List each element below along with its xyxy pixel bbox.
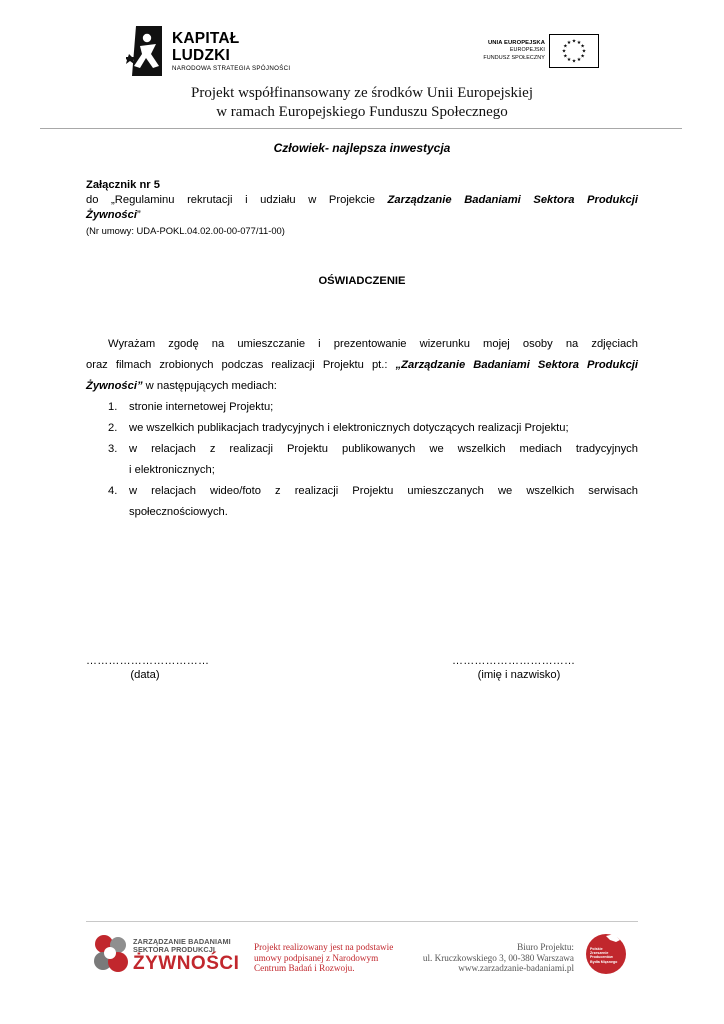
list-item-text: w relacjach z realizacji Projektu publikowanych we wszelkich mediach tradycyjnych [129,443,638,455]
psr-logo-line2: Zrzeszenie [590,951,609,956]
name-signature-line: …………………………… [452,655,576,667]
consent-paragraph-line2 [86,358,638,372]
footer-office-website: www.zarzadzanie-badaniami.pl [458,963,574,973]
footer-funding-line2: umowy podpisanej z Narodowym [254,952,379,963]
eu-star-icon: ★ [580,53,585,60]
header-divider [40,128,682,129]
psr-logo-line4: Bydła Mięsnego [590,959,618,964]
eu-star-icon: ★ [566,57,572,64]
list-item-number: 3. [108,443,118,455]
footer-funding-line1: Projekt realizowany jest na podstawie [254,942,394,952]
psr-logo-text [590,947,624,964]
annex-title: Załącznik nr 5 [86,179,160,191]
eu-star-icon: ★ [563,53,568,60]
project-title-end: Żywności” [86,380,143,392]
project-logo-line3: ŻYWNOŚCI [133,953,240,974]
funding-caption [0,84,724,122]
list-item-text: społecznościowych. [129,506,228,518]
consent-paragraph-line3 [86,379,638,393]
psr-logo-line3: Producentów [590,955,613,960]
funding-caption-line1: Projekt współfinansowany ze środków Unii Europejskiej [190,85,534,101]
consent-text: oraz filmach zrobionych podczas realizacji Projektu pt.: [86,359,388,371]
date-label: (data) [130,669,160,681]
eu-star-icon: ★ [576,57,582,64]
eu-logo [472,33,599,69]
project-name-end: Żywności [86,209,137,221]
kapital-ludzki-title: KAPITAŁ LUDZKI [172,29,240,64]
footer-funding-line3: Centrum Badań i Rozwoju. [254,963,355,973]
footer-office-address [423,942,574,974]
statement-title: OŚWIADCZENIE [318,275,406,287]
list-item-text: w relacjach wideo/foto z realizacji Projektu umieszczanych we wszelkich serwisach [129,485,638,497]
footer-divider [86,921,638,922]
consent-paragraph-line1: Wyrażam zgodę na umieszczanie i prezentowanie wizerunku mojej osoby na zdjęciach [108,338,638,350]
eu-star-icon: ★ [576,39,582,46]
list-item-number: 4. [108,485,118,497]
eu-logo-line3: FUNDUSZ SPOŁECZNY [483,54,545,61]
project-logo-emblem [90,931,132,977]
eu-logo-line1: UNIA EUROPEJSKA [487,39,545,46]
eu-star-icon: ★ [571,38,577,45]
media-intro: w następujących mediach: [142,380,277,392]
kapital-ludzki-logo [126,24,296,78]
eu-logo-line2: EUROPEJSKI [509,47,545,54]
psr-logo [584,932,628,976]
annex-reference-continued [86,208,141,222]
eu-star-icon: ★ [563,43,568,50]
annex-reference [86,193,638,207]
contract-number: (Nr umowy: UDA-POKL.04.02.00-00-077/11-00) [86,225,285,236]
eu-star-icon: ★ [561,48,567,55]
funding-caption-line2: w ramach Europejskiego Funduszu Społecznego [216,104,508,120]
footer-funding-note [254,942,393,974]
date-signature-line: …………………………… [86,655,210,667]
project-title: „Zarządzanie Badaniami Sektora Produkcji [395,359,639,371]
project-name: Zarządzanie Badaniami Sektora Produkcji [387,194,639,206]
project-logo-line1: ZARZĄDZANIE BADANIAMI [133,937,231,946]
eu-star-icon: ★ [571,58,577,65]
list-item-text: stronie internetowej Projektu; [129,401,274,413]
psr-logo-line1: Polskie [590,947,603,951]
eu-flag-icon [549,34,599,68]
list-item-number: 2. [108,422,118,434]
closing-quote: ” [136,209,141,221]
name-label: (imię i nazwisko) [477,669,561,681]
kapital-ludzki-emblem [126,24,164,78]
eu-star-icon: ★ [580,43,585,50]
list-item-number: 1. [108,401,118,413]
project-logo-line2: SEKTORA PRODUKCJI [133,945,215,954]
eu-star-icon: ★ [566,39,572,46]
eu-star-icon: ★ [581,48,587,55]
list-item-text: we wszelkich publikacjach tradycyjnych i elektronicznych dotyczących realizacji Projektu; [129,422,569,434]
list-item-text: i elektronicznych; [129,464,215,476]
footer-office-title: Biuro Projektu: [517,942,574,952]
kapital-ludzki-subtitle: NARODOWA STRATEGIA SPÓJNOŚCI [172,64,291,72]
slogan: Człowiek- najlepsza inwestycja [273,141,451,155]
annex-reference-text: do „Regulaminu rekrutacji i udziału w Projekcie [86,194,375,206]
project-logo [90,931,240,977]
footer-office-street: ul. Kruczkowskiego 3, 00-380 Warszawa [422,952,574,963]
